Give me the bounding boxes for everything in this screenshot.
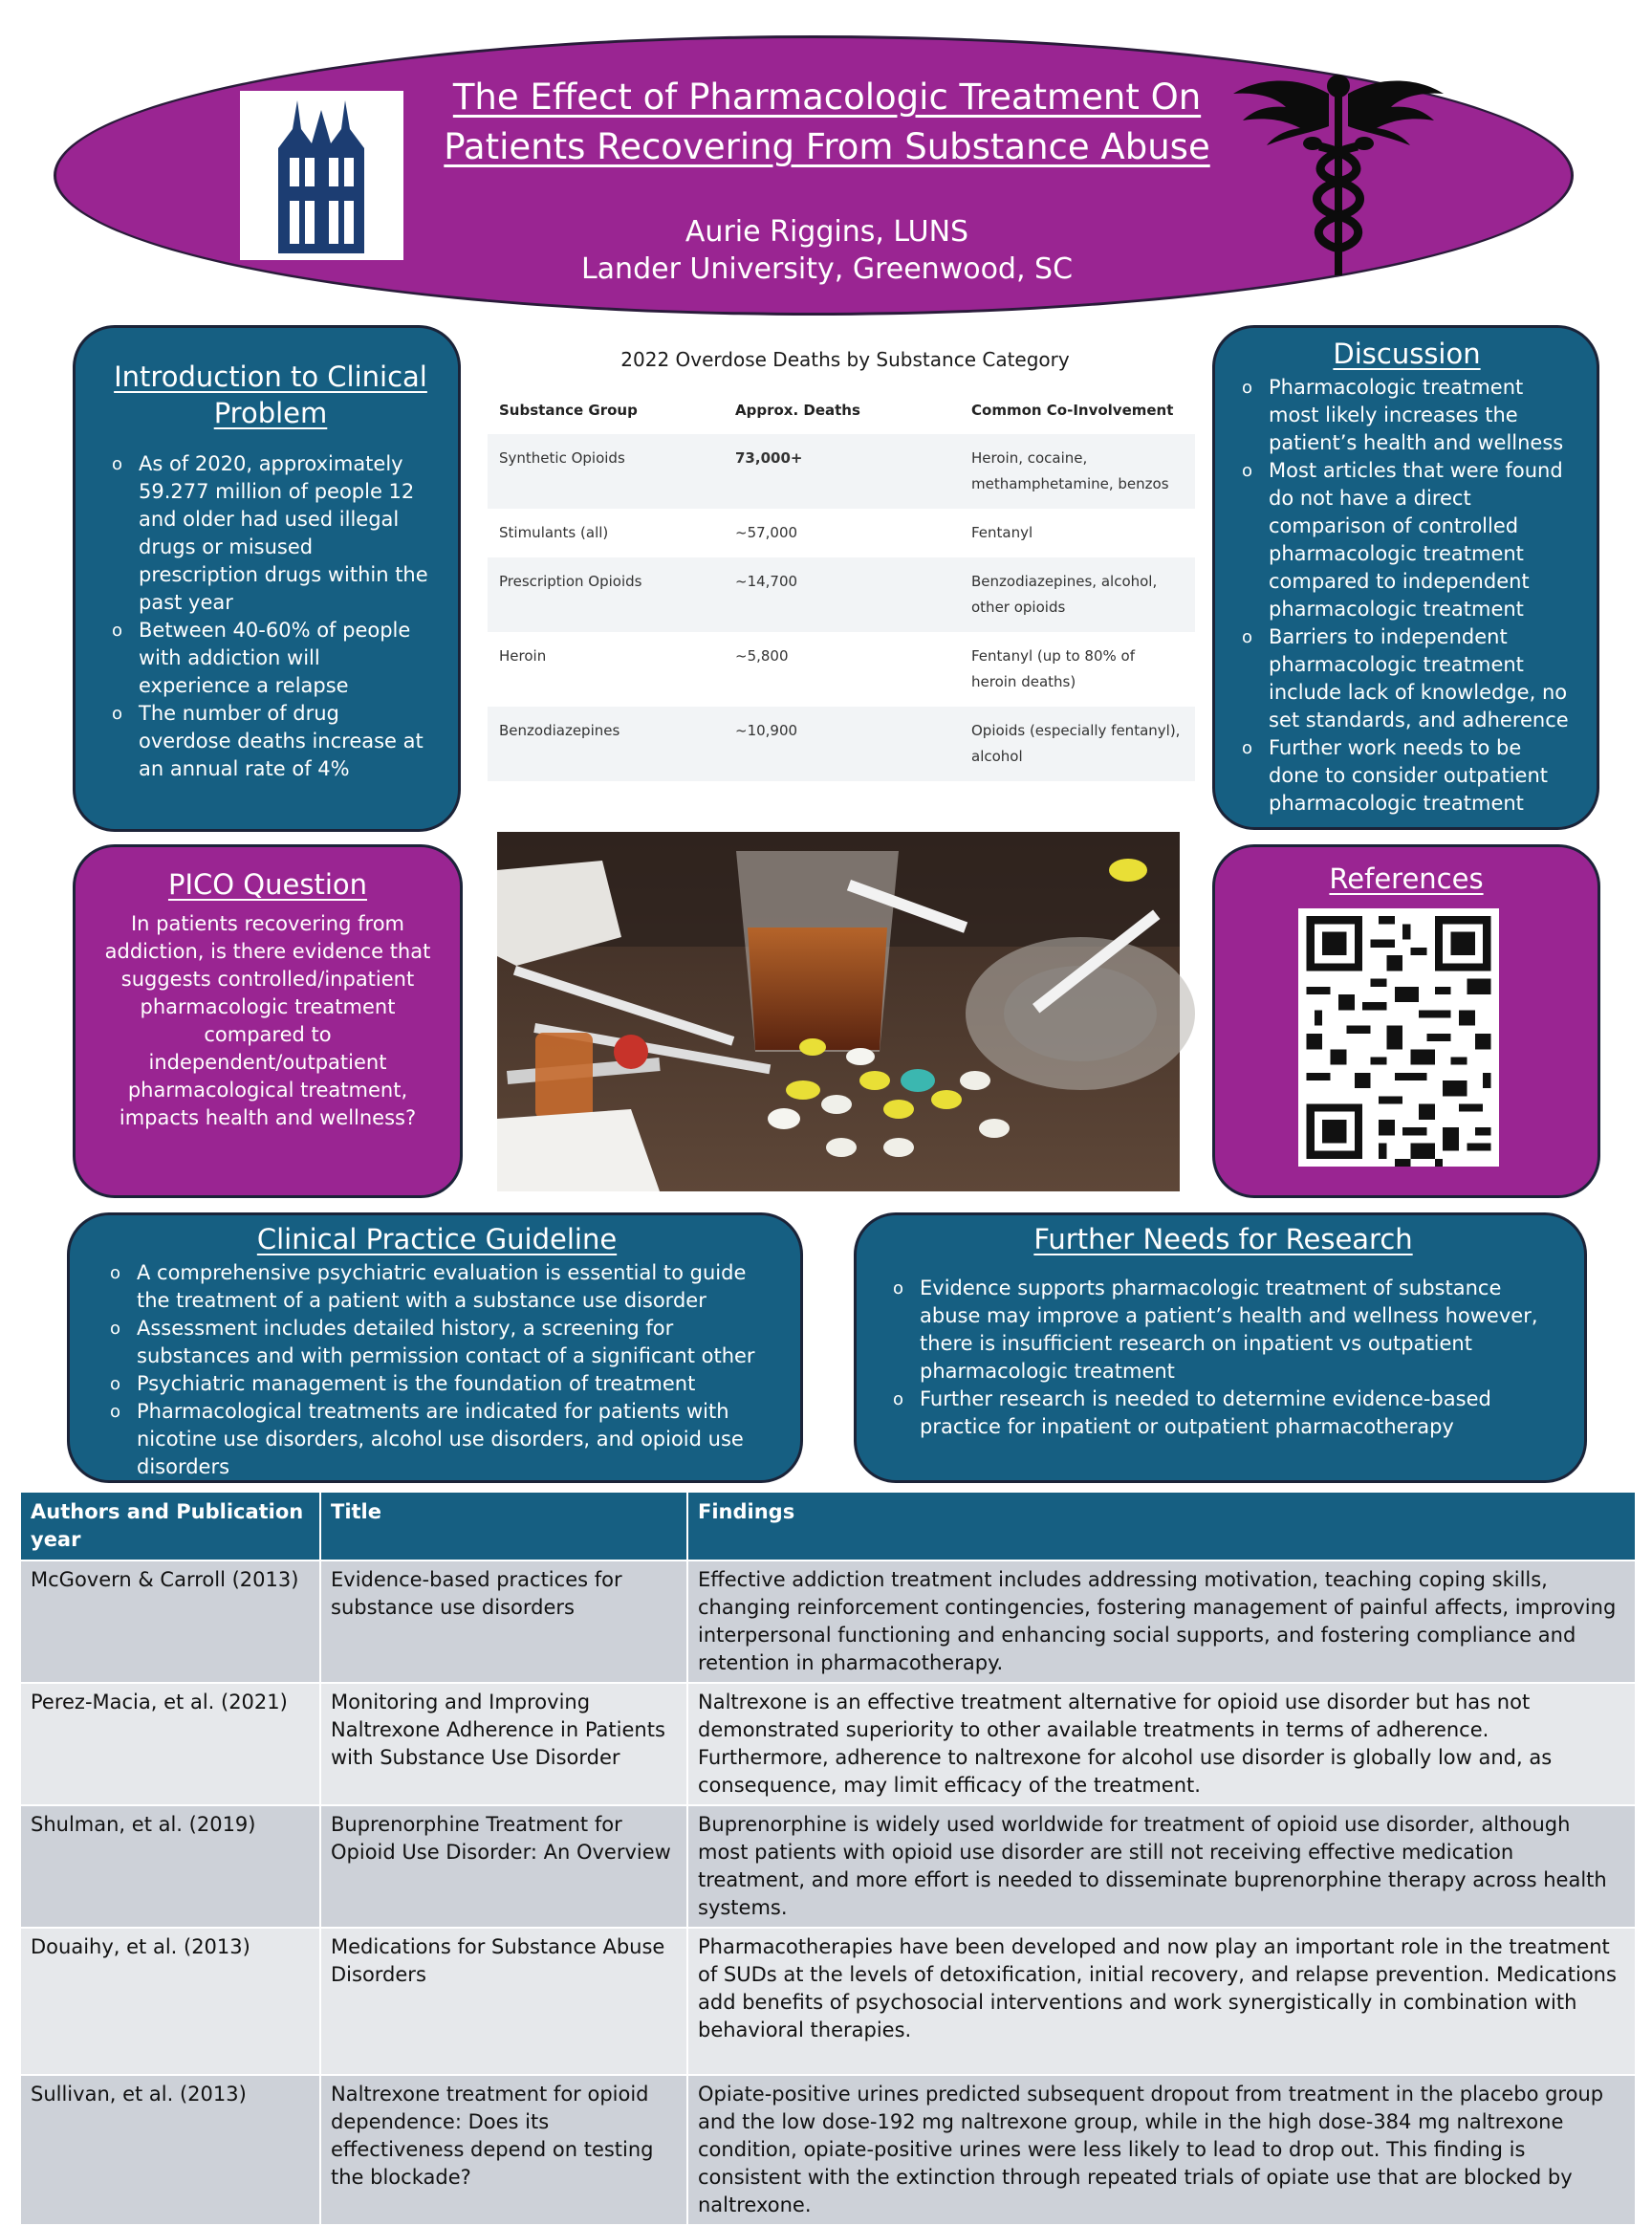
list-item: o Further work needs to be done to consider outpatient pharmacologic treatment <box>1240 734 1574 818</box>
list-item: o Pharmacological treatments are indicated for patients with nicotine use disorders, alcohol use disorders, and opioid use disorders <box>108 1398 766 1481</box>
table-cell: Benzodiazepines <box>488 707 724 781</box>
table-cell: Medications for Substance Abuse Disorders <box>320 1928 687 2075</box>
table-cell: Stimulants (all) <box>499 524 609 541</box>
table-cell: Effective addiction treatment includes addressing motivation, teaching coping skills, changing reinforcement contingencies, fostering management of painful affects, improving interpersonal functioning and enhancing social supports, and fostering compliance and retention in pharmacotherapy. <box>687 1560 1636 1683</box>
table-cell: Opioids (especially fentanyl), alcohol <box>960 707 1195 781</box>
table-cell: Heroin <box>499 647 547 665</box>
title-line-1: The Effect of Pharmacologic Treatment On <box>452 76 1202 118</box>
list-item: o Further research is needed to determine evidence-based practice for inpatient or outpatient pharmacotherapy <box>891 1386 1555 1441</box>
list-item: o Pharmacologic treatment most likely increases the patient’s health and wellness <box>1240 374 1574 457</box>
pico-section <box>73 844 463 1198</box>
poster-title <box>382 73 1272 172</box>
table-row <box>488 509 1195 557</box>
table-row <box>488 632 1195 707</box>
table-cell: Buprenorphine is widely used worldwide for treatment of opioid use disorder, although most patients with opioid use disorder are still not receiving effective medication treatment, and more effort is needed to disseminate buprenorphine therapy across health systems. <box>687 1805 1636 1928</box>
list-item: o The number of drug overdose deaths increase at an annual rate of 4% <box>110 700 431 783</box>
header-cell: Approx. Deaths <box>735 402 860 419</box>
list-item: o Barriers to independent pharmacologic treatment include lack of knowledge, no set standards, and adherence <box>1240 623 1574 734</box>
table-header-row <box>20 1492 1636 1560</box>
discussion-section <box>1212 325 1599 830</box>
further-research-section <box>854 1212 1587 1483</box>
table-row <box>488 707 1195 781</box>
table-cell: Buprenorphine Treatment for Opioid Use Disorder: An Overview <box>320 1805 687 1928</box>
introduction-list <box>110 450 431 783</box>
header-cell: Findings <box>687 1492 1636 1560</box>
pico-question-text: In patients recovering from addiction, is there evidence that suggests controlled/inpatient pharmacologic treatment compared to independent/outpatient pharmacological treatment, impacts health and wellness? <box>104 912 431 1129</box>
title-line-2: Patients Recovering From Substance Abuse <box>444 126 1210 167</box>
list-item: o As of 2020, approximately 59.277 million of people 12 and older had used illegal drugs or misused prescription drugs within the past year <box>110 450 431 617</box>
table-row <box>488 434 1195 509</box>
caduceus-icon <box>1228 65 1448 280</box>
table-cell: ~5,800 <box>735 647 789 665</box>
table-cell: Douaihy, et al. (2013) <box>20 1928 320 2075</box>
literature-review-table <box>19 1491 1637 2226</box>
list-item: o Evidence supports pharmacologic treatment of substance abuse may improve a patient’s health and wellness however, there is insufficient research on inpatient vs outpatient pharmacologic treatment <box>891 1275 1555 1386</box>
university-tower-logo <box>240 91 403 260</box>
table-cell: Shulman, et al. (2019) <box>20 1805 320 1928</box>
table-cell: Evidence-based practices for substance use disorders <box>320 1560 687 1683</box>
table-cell: Benzodiazepines, alcohol, other opioids <box>960 557 1195 632</box>
table-cell: Naltrexone treatment for opioid dependence: Does its effectiveness depend on testing the blockade? <box>320 2075 687 2225</box>
discussion-heading: Discussion <box>1333 338 1481 370</box>
author-name: Aurie Riggins, LUNS <box>685 215 969 249</box>
affiliation: Lander University, Greenwood, SC <box>580 252 1074 286</box>
list-item: o Psychiatric management is the foundation of treatment <box>108 1370 766 1398</box>
discussion-list <box>1240 374 1574 818</box>
drugs-and-alcohol-photo <box>497 832 1180 1191</box>
list-item: o A comprehensive psychiatric evaluation is essential to guide the treatment of a patient with a substance use disorder <box>108 1259 766 1315</box>
header-cell: Substance Group <box>499 402 638 419</box>
table-row <box>20 1560 1636 1683</box>
table-cell: Prescription Opioids <box>488 557 724 632</box>
header-cell: Common Co-Involvement <box>971 402 1174 419</box>
table-cell: Heroin, cocaine, methamphetamine, benzos <box>960 434 1195 509</box>
table-row <box>488 557 1195 632</box>
table-cell: 73,000+ <box>724 434 960 509</box>
header-cell: Authors and Publication year <box>20 1492 320 1560</box>
list-item: o Assessment includes detailed history, a screening for substances and with permission contact of a significant other <box>108 1315 766 1370</box>
table-row <box>20 1805 1636 1928</box>
introduction-heading: Introduction to Clinical Problem <box>114 360 427 429</box>
table-cell: Perez-Macia, et al. (2021) <box>20 1683 320 1805</box>
table-cell: ~57,000 <box>735 524 798 541</box>
table-cell: Sullivan, et al. (2013) <box>20 2075 320 2225</box>
further-research-list <box>891 1275 1555 1441</box>
table-cell: Naltrexone is an effective treatment alternative for opioid use disorder but has not demonstrated superiority to other available treatments in terms of adherence. Furthermore, adherence to naltrexone for alcohol use disorder is globally low and, as consequence, may limit efficacy of the treatment. <box>687 1683 1636 1805</box>
table-row <box>20 1683 1636 1805</box>
overdose-deaths-table <box>488 392 1195 781</box>
further-research-heading: Further Needs for Research <box>1033 1223 1413 1255</box>
table-cell: Monitoring and Improving Naltrexone Adherence in Patients with Substance Use Disorder <box>320 1683 687 1805</box>
table-cell: Fentanyl <box>971 524 1033 541</box>
qr-code[interactable] <box>1298 908 1499 1167</box>
clinical-guideline-list <box>108 1259 766 1481</box>
table-cell: ~10,900 <box>724 707 960 781</box>
table-cell: ~14,700 <box>724 557 960 632</box>
clinical-guideline-section <box>67 1212 803 1483</box>
references-heading: References <box>1329 862 1484 895</box>
references-section <box>1212 844 1600 1198</box>
clinical-guideline-heading: Clinical Practice Guideline <box>256 1223 618 1255</box>
pico-heading: PICO Question <box>167 868 368 901</box>
table-row <box>20 1928 1636 2075</box>
table-row <box>20 2075 1636 2225</box>
table-cell: McGovern & Carroll (2013) <box>20 1560 320 1683</box>
table-cell: Fentanyl (up to 80% of heroin deaths) <box>971 647 1135 690</box>
table-cell: Pharmacotherapies have been developed and now play an important role in the treatment of SUDs at the levels of detoxification, initial recovery, and relapse prevention. Medications add benefits of psychosocial interventions and work synergistically in combination with behavioral therapies. <box>687 1928 1636 2075</box>
header-cell: Title <box>320 1492 687 1560</box>
overdose-deaths-table-block <box>488 348 1195 781</box>
list-item: o Between 40-60% of people with addiction will experience a relapse <box>110 617 431 700</box>
list-item: o Most articles that were found do not have a direct comparison of controlled pharmacologic treatment compared to independent pharmacologic treatment <box>1240 457 1574 623</box>
table-cell: Synthetic Opioids <box>488 434 724 509</box>
table-cell: Opiate-positive urines predicted subsequent dropout from treatment in the placebo group and the low dose-192 mg naltrexone group, while in the high dose-384 mg naltrexone condition, opiate-positive urines were less likely to lead to drop out. This finding is consistent with the extinction through repeated trials of opiate use that are blocked by naltrexone. <box>687 2075 1636 2225</box>
introduction-section <box>73 325 461 832</box>
table-caption: 2022 Overdose Deaths by Substance Category <box>620 348 1070 371</box>
table-header-row <box>488 392 1195 434</box>
